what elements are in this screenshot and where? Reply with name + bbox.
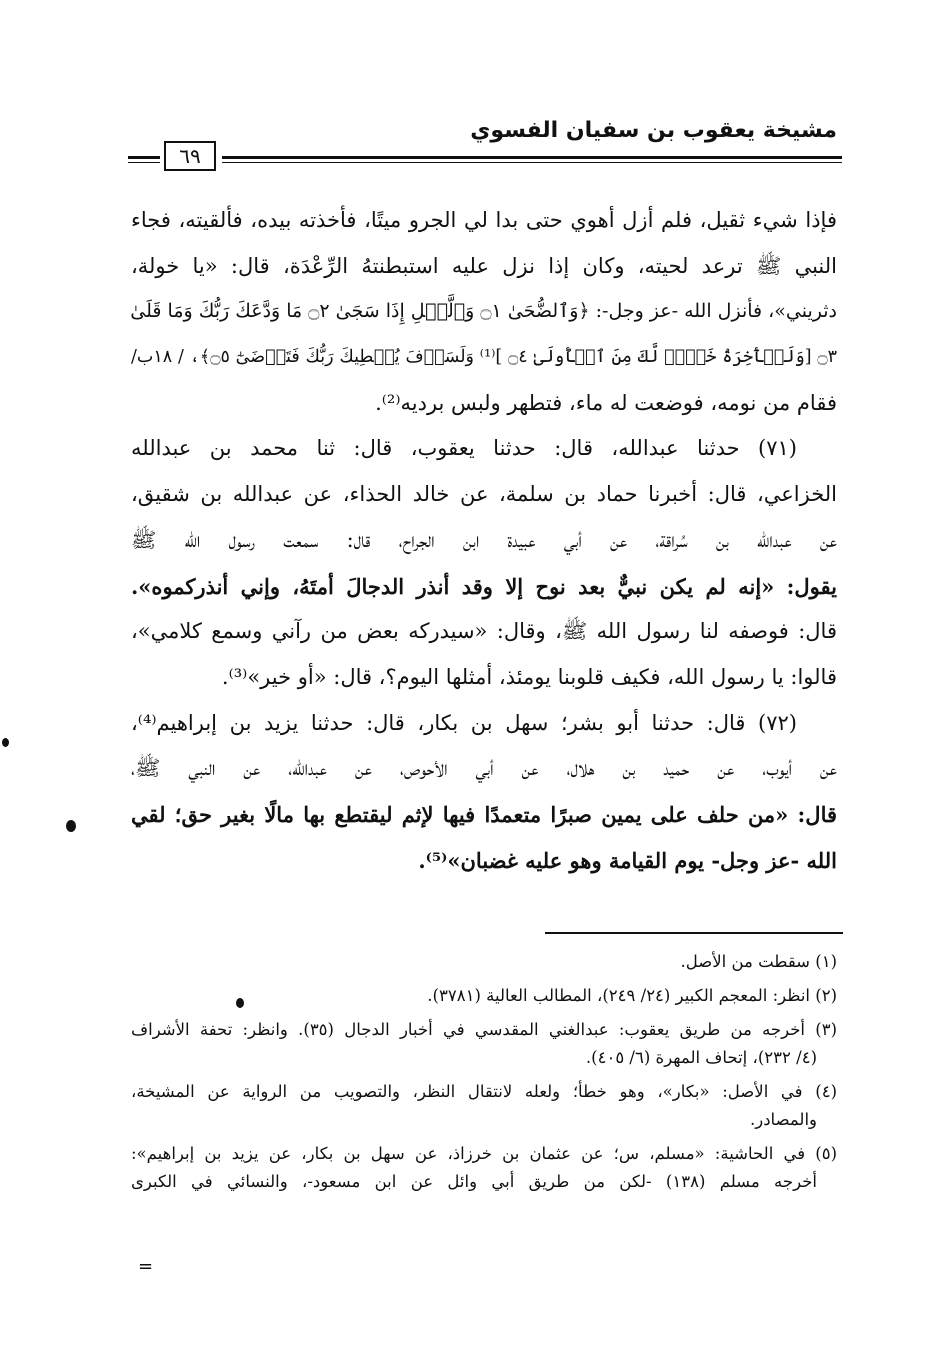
footnote-3 [131,1016,837,1072]
footnote-5 [131,1140,837,1196]
text-line: يقول: «إنه لم يكن نبيٌّ بعد نوح إلا وقد أنذر الدجالَ أمتَهُ، وإني أنذركموه». [131,573,837,599]
text-line: فقام من نومه، فوضعت له ماء، فتطهر ولبس برديه⁽²⁾. [375,390,837,415]
header-rule-right-thin [222,162,842,163]
footnote-4 [131,1078,837,1134]
footnote-1 [131,948,837,976]
footnote-line: (٤/ ٢٣٢)، إتحاف المهرة (٦/ ٤٠٥). [585,1048,817,1067]
footnote-line: (٤) في الأصل: «بكار»، وهو خطأ؛ ولعله لانتقال النظر، والتصويب من الرواية عن المشيخة، [131,1082,837,1101]
hadith-71-line: (٧١) حدثنا عبدالله، قال: حدثنا يعقوب، قال: ثنا محمد بن عبدالله [131,436,797,461]
text-line: قال: «من حلف على يمين صبرًا متعمدًا فيها لإثم ليقتطع بها مالًا بغير حق؛ لقي [131,801,837,827]
footnote-line: (٢) انظر: المعجم الكبير (٢٤/ ٢٤٩)، المطالب العالية (٣٧٨١). [427,986,837,1005]
text-line: دثريني»، فأنزل الله -عز وجل-: ﴿وَٱلضُّحَىٰ ۝١ وَٱلَّيۡلِ إِذَا سَجَىٰ ۝٢ مَا وَدَّعَكَ رَبُّكَ وَمَا قَلَىٰ [130,300,837,323]
footnote-line: (٥) في الحاشية: «مسلم، س؛ عن عثمان بن خرزاذ، عن سهل بن بكار، عن يزيد بن إبراهيم»: [131,1144,837,1163]
footnotes [131,948,837,1196]
text-line: ۝٣ [وَلَلۡأٓخِرَةُ خَيۡرٞ لَّكَ مِنَ ٱلۡأُولَىٰ ۝٤ ]⁽¹⁾ وَلَسَوۡفَ يُعۡطِيكَ رَبُّكَ فَتَرۡضَىٰٓ ۝٥﴾، / ١٨ب/ [131,347,837,368]
continuation-mark: = [138,1256,154,1277]
header-rule-left [128,156,160,159]
page-number: ٦٩ [164,141,216,171]
main-text [131,198,837,883]
footnote-line: (١) سقطت من الأصل. [680,952,837,971]
scan-dot [236,998,244,1008]
text-line: فإذا شيء ثقيل، فلم أزل أهوي حتى بدا لي الجرو ميتًا، فأخذته بيده، فألقيته، فجاء [131,208,837,232]
text-line: عن عبدالله بن سُراقة، عن أبي عبيدة ابن الجراح، قال: سمعت رسول الله ﷺ [131,527,837,552]
header-rule-right [222,156,842,159]
running-title: مشيخة يعقوب بن سفيان الفسوي [470,118,837,143]
text-line: قالوا: يا رسول الله، فكيف قلوبنا يومئذ، أمثلها اليوم؟، قال: «أو خير»⁽³⁾. [221,664,837,689]
scan-dot [2,738,9,747]
text-line: الخزاعي، قال: أخبرنا حماد بن سلمة، عن خالد الحذاء، عن عبدالله بن شقيق، [131,482,837,507]
footnote-divider [545,932,843,934]
scan-dot [66,820,76,832]
footnote-line: والمصادر. [749,1110,817,1129]
text-line: عن أيوب، عن حميد بن هلال، عن أبي الأحوص، عن عبدالله، عن النبي ﷺ، [131,756,837,781]
text-line: قال: فوصفه لنا رسول الله ﷺ، وقال: «سيدركه بعض من رآني وسمع كلامي»، [131,619,837,644]
text-line: الله -عز وجل- يوم القيامة وهو عليه غضبان»⁽⁵⁾. [418,847,837,873]
text-line: النبي ﷺ ترعد لحيته، وكان إذا نزل عليه استبطنتهُ الرِّعْدَة، قال: «يا خولة، [131,253,837,278]
footnote-line: أخرجه مسلم (١٣٨) -لكن من طريق أبي وائل عن ابن مسعود-، والنسائي في الكبرى [131,1172,817,1191]
footnote-line: (٣) أخرجه من طريق يعقوب: عبدالغني المقدسي في أخبار الدجال (٣٥). وانظر: تحفة الأشراف [131,1020,838,1039]
hadith-72-line: (٧٢) قال: حدثنا أبو بشر؛ سهل بن بكار، قال: حدثنا يزيد بن إبراهيم⁽⁴⁾، [131,710,797,735]
header-rule-left-thin [128,162,160,163]
